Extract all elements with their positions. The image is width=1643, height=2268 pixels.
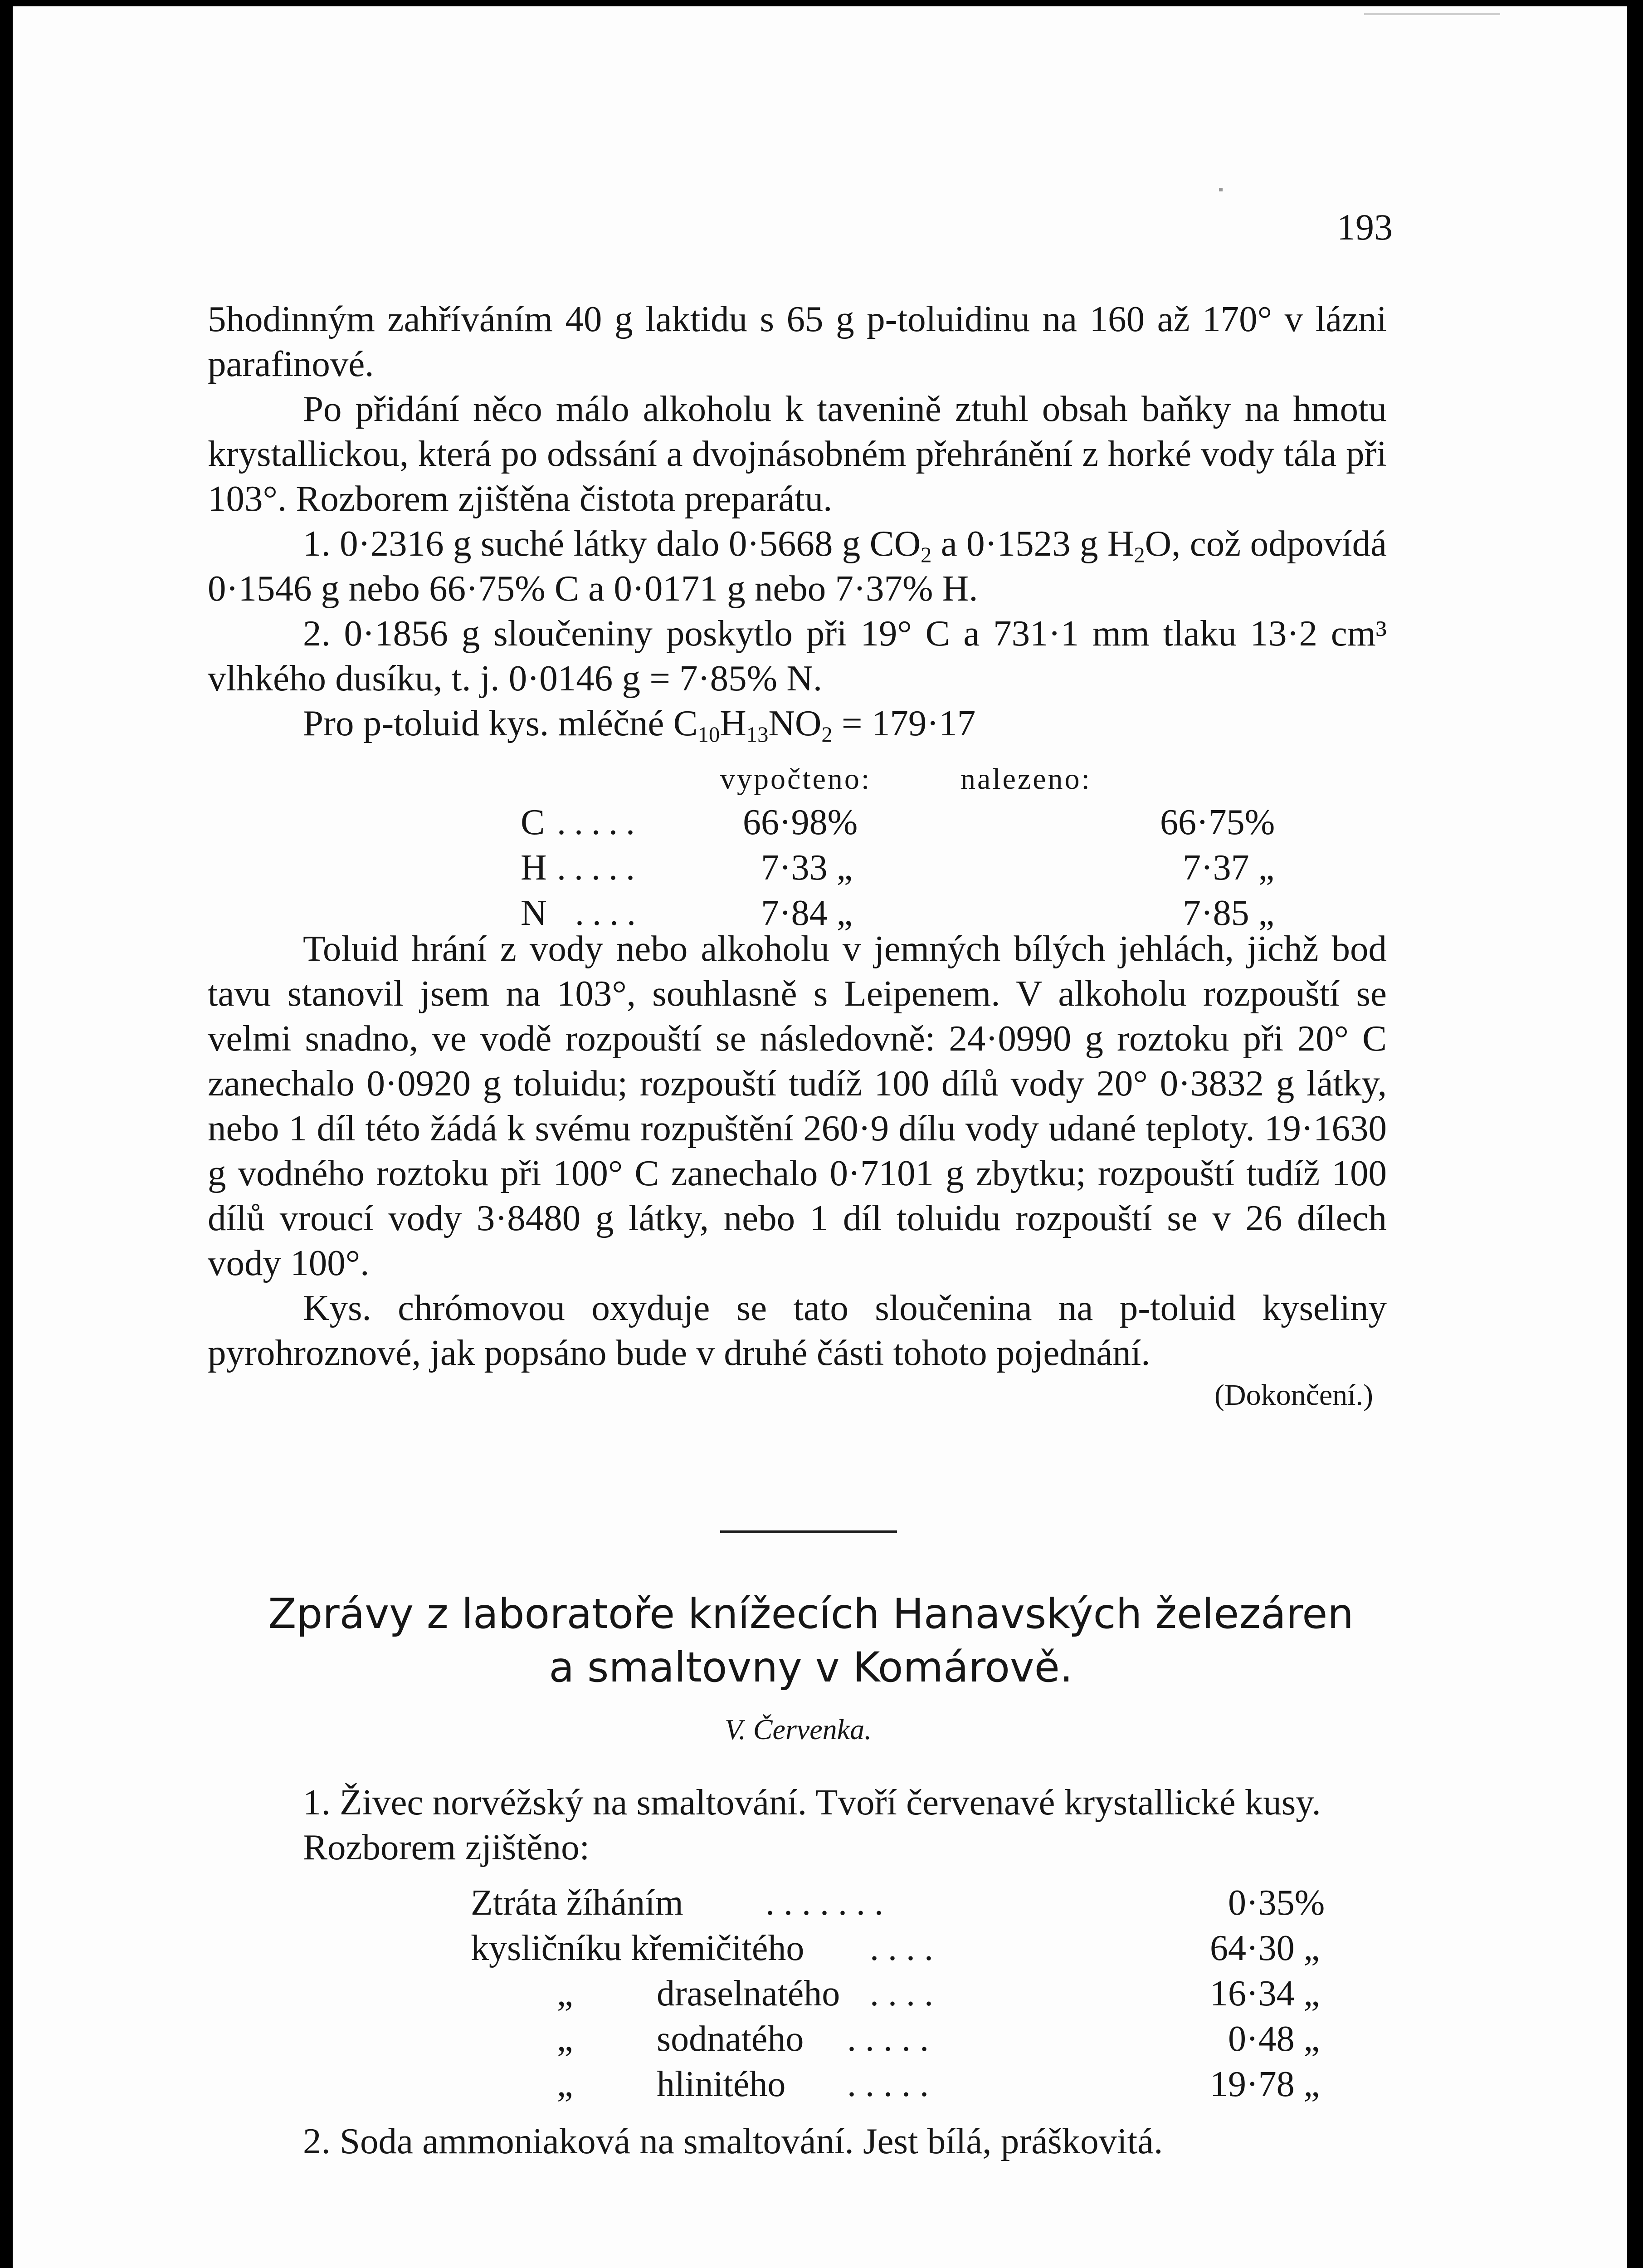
found-value: 7·37 „: [1183, 848, 1275, 888]
found-value: 7·85 „: [1183, 893, 1275, 933]
leader-dots: .......: [765, 1883, 892, 1923]
ditto-mark: „: [557, 1974, 573, 2014]
article-body: [208, 1780, 1387, 2164]
ditto-mark: „: [557, 2064, 573, 2104]
component-value: 16·34 „: [1210, 1974, 1320, 2014]
ditto-mark: „: [557, 2019, 573, 2059]
leader-dots: .....: [557, 802, 643, 842]
paragraph-oxidation: Kys. chrómovou oxyduje se tato sloučenina na p-toluid kyseliny pyrohroznové, jak popsáno bude v druhé části tohoto pojednání.: [208, 1287, 1387, 1373]
feldspar-analysis-table: [208, 1881, 1387, 2110]
element-symbol: N: [521, 893, 547, 933]
leader-dots: .....: [847, 2064, 938, 2104]
analysis-label: Rozborem zjištěno:: [303, 1827, 590, 1867]
component-value: 0·48 „: [1228, 2019, 1320, 2059]
paragraph-intro: 5hodinným zahříváním 40 g laktidu s 65 g p-toluidinu na 160 až 170° v lázni parafinové.: [208, 298, 1387, 384]
component-label: kysličníku křemičitého: [471, 1928, 804, 1968]
page-number: 193: [1337, 206, 1393, 248]
component-value: 64·30 „: [1210, 1928, 1320, 1968]
author-name: V. Červenka.: [725, 1713, 872, 1745]
item-2: 2. Soda ammoniaková na smaltování. Jest bílá, práškovitá.: [303, 2121, 1163, 2161]
leader-dots: .....: [847, 2019, 938, 2059]
paragraph-solubility: Toluid hrání z vody nebo alkoholu v jemných bílých jehlách, jichž bod tavu stanovil jsem na 103°, souhlasně s Leipenem. V alkoholu rozpouští se velmi snadno, ve vodě rozpouští se následovně: 24·0990 g roztoku při 20° C zanechalo 0·0920 g toluidu; rozpouští tudíž 100 dílů vody 20° 0·3832 g látky, nebo 1 díl této žádá k svému rozpuštění 260·9 dílu vody udané teploty. 19·1630 g vodného roztoku při 100° C zanechalo 0·7101 g zbytku; rozpouští tudíž 100 dílů vroucí vody 3·8480 g látky, nebo 1 díl toluidu rozpouští se v 26 dílech vody 100°.: [208, 928, 1387, 1283]
paragraph-crystallization: Po přidání něco málo alkoholu k tavenině ztuhl obsah baňky na hmotu krystallickou, která po odssání a dvojnásobném přehránění z horké vody tála při 103°. Rozborem zjištěna čistota preparátu.: [208, 388, 1387, 519]
found-value: 66·75%: [1160, 802, 1275, 842]
continued-note: (Dokončení.): [1214, 1378, 1373, 1412]
scanned-page: [13, 6, 1627, 2268]
component-label: sodnatého: [657, 2019, 804, 2059]
item-1: 1. Živec norvéžský na smaltování. Tvoří červenavé krystallické kusy.: [303, 1782, 1321, 1823]
heading-line-1: Zprávy z laboratoře knížecích Hanavských železáren: [268, 1590, 1354, 1638]
leader-dots: ....: [870, 1928, 942, 1968]
leader-dots: .....: [557, 848, 643, 888]
scan-artifact: [1364, 13, 1500, 15]
column-header-calculated: vypočteno:: [720, 763, 872, 796]
column-header-found: nalezeno:: [960, 763, 1092, 796]
component-value: 19·78 „: [1210, 2064, 1320, 2104]
formula-line: Pro p-toluid kys. mléčné $C_{10}H_{13}NO_2 = 179\cdot 17$: [303, 703, 976, 747]
composition-table: [208, 758, 1387, 933]
calculated-value: 7·33 „: [761, 848, 853, 888]
scan-artifact: [1219, 188, 1223, 191]
calculated-value: 7·84 „: [761, 893, 853, 933]
analysis-line-2: 2. 0·1856 g sloučeniny poskytlo při 19° C a 731·1 mm tlaku 13·2 cm³ vlhkého dusíku, t. j. 0·0146 g = 7·85% N.: [208, 613, 1387, 699]
element-symbol: H: [521, 848, 547, 888]
calculated-value: 66·98%: [743, 802, 858, 842]
component-label: Ztráta žíháním: [471, 1883, 683, 1923]
component-label: draselnatého: [657, 1974, 840, 2014]
heading-line-2: a smaltovny v Komárově.: [549, 1644, 1073, 1691]
component-label: hlinitého: [657, 2064, 786, 2104]
leader-dots: ....: [870, 1974, 942, 2014]
component-value: 0·35%: [1228, 1883, 1325, 1923]
article-heading: [208, 1588, 1414, 1695]
analysis-line-1: 1. 0·2316 g suché látky dalo 0·5668 g $CO_2$ a 0·1523 g $H_2O$, což odpovídá 0·1546 g nebo 66·75% C a 0·0171 g nebo 7·37% H.: [208, 523, 1387, 609]
element-symbol: C: [521, 802, 545, 842]
leader-dots: ....: [575, 893, 644, 933]
section-divider: [720, 1530, 897, 1533]
article-continuation: [208, 297, 1387, 1418]
